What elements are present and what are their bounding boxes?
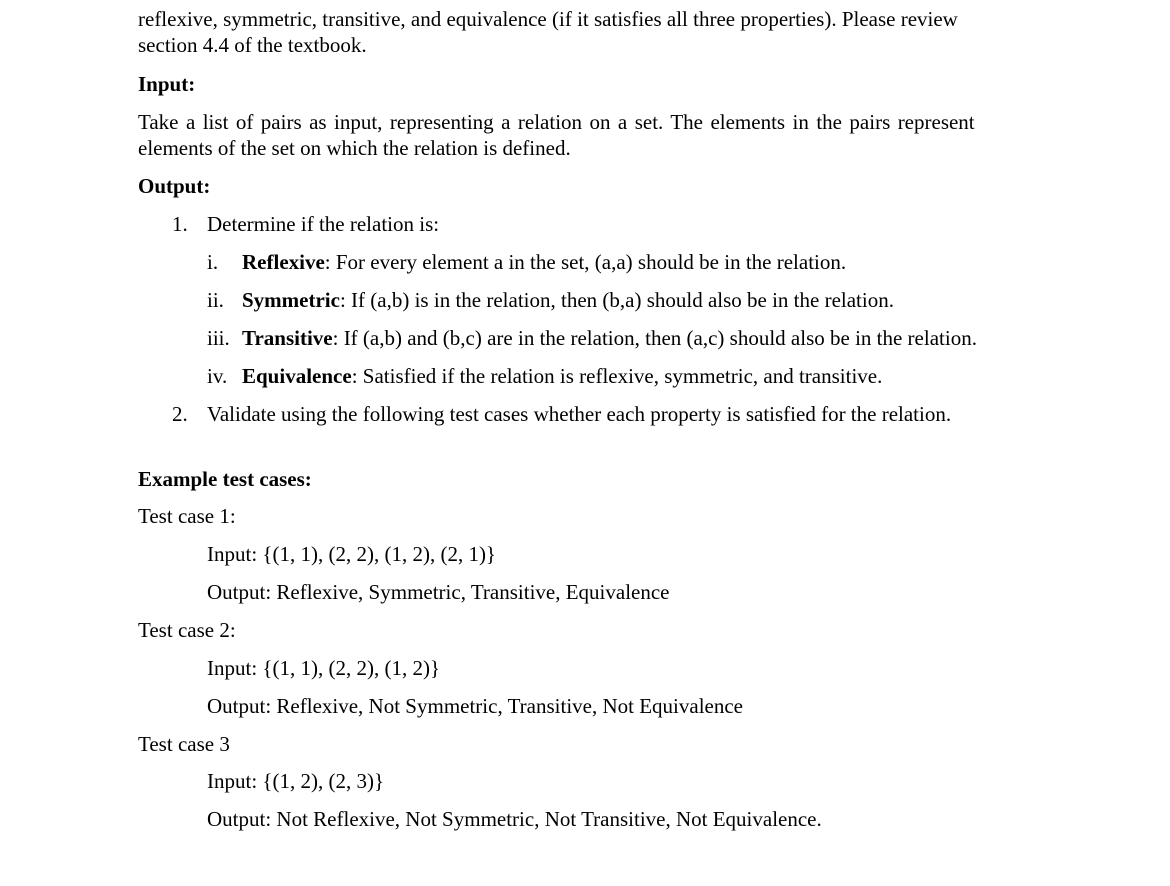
subitem-symmetric-text: : If (a,b) is in the relation, then (b,a) should also be in the relation. (339, 288, 894, 312)
output-item-2-text: Validate using the following test cases whether each property is satisfied for the relation. (207, 402, 952, 426)
subitem-transitive-term: Transitive (242, 326, 333, 350)
test-case-2-output: Output: Reflexive, Not Symmetric, Transitive, Not Equivalence (207, 694, 744, 718)
test-case-3-label: Test case 3 (138, 732, 230, 756)
input-description-line-1: Take a list of pairs as input, representing a relation on a set. The elements in the pairs represent (138, 110, 975, 134)
output-heading: Output: (138, 174, 211, 198)
output-item-1-number: 1. (172, 212, 188, 236)
test-case-1-input: Input: {(1, 1), (2, 2), (1, 2), (2, 1)} (207, 542, 497, 566)
subitem-reflexive-text: : For every element a in the set, (a,a) should be in the relation. (324, 250, 847, 274)
output-item-1-text: Determine if the relation is: (207, 212, 440, 236)
test-case-3-input: Input: {(1, 2), (2, 3)} (207, 769, 385, 793)
subitem-transitive (242, 325, 977, 351)
intro-line-1: reflexive, symmetric, transitive, and equivalence (if it satisfies all three properties). Please review (138, 7, 958, 31)
subitem-reflexive (242, 249, 846, 275)
subitem-symmetric-term: Symmetric (242, 288, 340, 312)
input-heading: Input: (138, 72, 196, 96)
test-case-2-input: Input: {(1, 1), (2, 2), (1, 2)} (207, 656, 441, 680)
test-case-3-output: Output: Not Reflexive, Not Symmetric, Not Transitive, Not Equivalence. (207, 807, 822, 831)
subitem-symmetric-marker: ii. (207, 288, 224, 312)
subitem-transitive-text: : If (a,b) and (b,c) are in the relation, then (a,c) should also be in the relation. (332, 326, 977, 350)
subitem-equivalence-text: : Satisfied if the relation is reflexive, symmetric, and transitive. (351, 364, 883, 388)
output-item-2-number: 2. (172, 402, 188, 426)
input-description-line-2: elements of the set on which the relation is defined. (138, 136, 571, 160)
subitem-symmetric (242, 287, 894, 313)
subitem-transitive-marker: iii. (207, 326, 230, 350)
intro-line-2: section 4.4 of the textbook. (138, 33, 367, 57)
subitem-reflexive-term: Reflexive (242, 250, 325, 274)
test-case-1-label: Test case 1: (138, 504, 236, 528)
subitem-equivalence-marker: iv. (207, 364, 228, 388)
subitem-equivalence (242, 363, 882, 389)
test-case-1-output: Output: Reflexive, Symmetric, Transitive, Equivalence (207, 580, 670, 604)
test-case-2-label: Test case 2: (138, 618, 236, 642)
examples-heading: Example test cases: (138, 467, 312, 491)
subitem-reflexive-marker: i. (207, 250, 219, 274)
subitem-equivalence-term: Equivalence (242, 364, 352, 388)
